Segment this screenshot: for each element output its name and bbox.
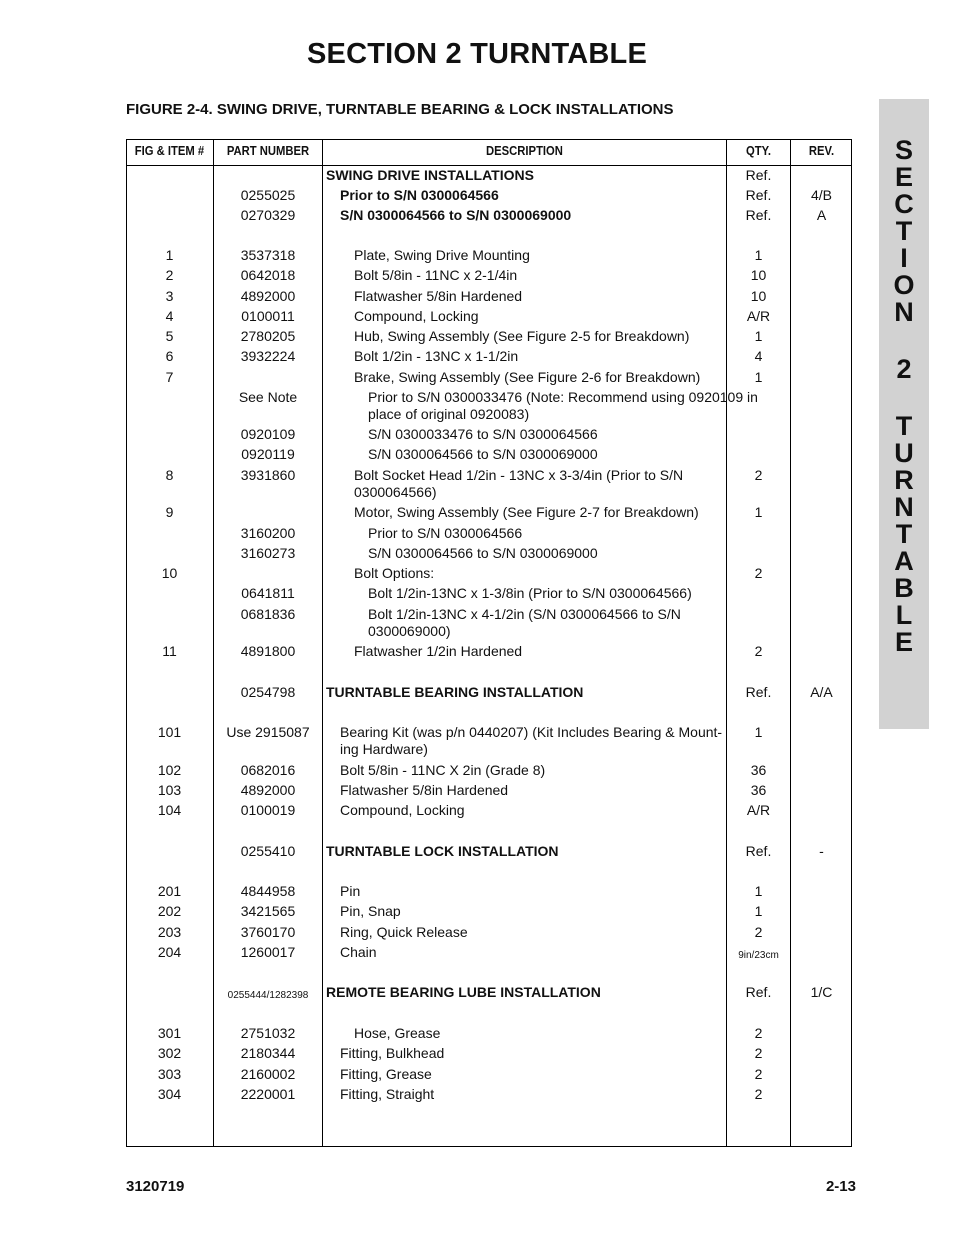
qty-cell: 36: [750, 762, 767, 778]
description-cell: Flatwasher 5/8in Hardened: [354, 288, 523, 304]
fig-item-cell: 8: [165, 467, 174, 483]
description-cell: Fitting, Bulkhead: [340, 1045, 445, 1061]
description-cell: Bolt Socket Head 1/2in - 13NC x 3-3/4in (Prior to S/N 0300064566): [354, 467, 684, 500]
rev-cell: A/A: [810, 684, 833, 700]
part-number-cell: 0920109: [240, 426, 296, 442]
qty-cell: 2: [754, 643, 763, 659]
header-rev: REV.: [808, 144, 835, 158]
fig-item-cell: 301: [157, 1025, 182, 1041]
part-number-cell: 0255444/1282398: [227, 990, 309, 1001]
qty-cell: Ref.: [745, 207, 772, 223]
fig-item-cell: 103: [157, 782, 182, 798]
qty-cell: 2: [754, 924, 763, 940]
qty-cell: 10: [750, 267, 767, 283]
description-cell: Bolt 1/2in - 13NC x 1-1/2in: [354, 348, 519, 364]
rev-cell: 4/B: [810, 187, 832, 203]
qty-cell: 1: [754, 883, 763, 899]
description-cell: REMOTE BEARING LUBE INSTALLATION: [326, 984, 601, 1000]
part-number-cell: 3537318: [240, 247, 296, 263]
qty-cell: 4: [754, 348, 763, 364]
description-cell: Compound, Locking: [340, 802, 465, 818]
figure-title: FIGURE 2-4. SWING DRIVE, TURNTABLE BEARING & LOCK INSTALLATIONS: [126, 101, 674, 118]
side-tab-letter: L: [895, 600, 913, 630]
description-cell: S/N 0300064566 to S/N 0300069000: [340, 207, 572, 223]
description-cell: Motor, Swing Assembly (See Figure 2-7 for Breakdown): [354, 504, 699, 520]
part-number-cell: 4844958: [240, 883, 296, 899]
description-cell: Flatwasher 1/2in Hardened: [354, 643, 523, 659]
part-number-cell: 0642018: [240, 267, 296, 283]
part-number-cell: 3932224: [240, 348, 296, 364]
rev-cell: A: [816, 207, 827, 223]
part-number-cell: 2780205: [240, 328, 296, 344]
parts-table: [126, 139, 852, 1147]
part-number-cell: 0270329: [240, 207, 296, 223]
qty-cell: 2: [754, 1066, 763, 1082]
fig-item-cell: 204: [157, 944, 182, 960]
qty-cell: 1: [754, 903, 763, 919]
fig-item-cell: 3: [165, 288, 174, 304]
fig-item-cell: 7: [165, 369, 174, 385]
description-cell: Bolt 5/8in - 11NC x 2-1/4in: [354, 267, 518, 283]
qty-cell: 36: [750, 782, 767, 798]
part-number-cell: 2180344: [240, 1045, 296, 1061]
header-qty: QTY.: [745, 144, 772, 158]
qty-cell: Ref.: [745, 167, 772, 183]
description-cell: Ring, Quick Release: [340, 924, 468, 940]
description-cell: Prior to S/N 0300064566: [340, 187, 499, 203]
part-number-cell: 0681836: [240, 606, 296, 622]
fig-item-cell: 6: [165, 348, 174, 364]
part-number-cell: 3421565: [240, 903, 296, 919]
description-cell: Bolt 1/2in-13NC x 4-1/2in (S/N 0300064566 to S/N 0300069000): [368, 606, 681, 639]
qty-cell: 9in/23cm: [738, 950, 779, 961]
part-number-cell: 2160002: [240, 1066, 296, 1082]
document-number: 3120719: [126, 1178, 185, 1195]
qty-cell: 2: [754, 1025, 763, 1041]
description-cell: Fitting, Grease: [340, 1066, 432, 1082]
qty-cell: 2: [754, 1045, 763, 1061]
fig-item-cell: 4: [165, 308, 174, 324]
rev-cell: 1/C: [810, 984, 833, 1000]
side-tab-letter: N: [894, 492, 914, 522]
fig-item-cell: 201: [157, 883, 182, 899]
part-number-cell: 2751032: [240, 1025, 296, 1041]
description-cell: Hose, Grease: [354, 1025, 441, 1041]
qty-cell: 2: [754, 467, 763, 483]
qty-cell: 1: [754, 247, 763, 263]
qty-cell: 1: [754, 724, 763, 740]
side-tab-letter: U: [894, 438, 914, 468]
description-cell: Chain: [340, 944, 377, 960]
side-tab-letter: 2: [896, 354, 912, 384]
description-cell: Pin, Snap: [340, 903, 401, 919]
side-tab-letter: B: [894, 573, 914, 603]
part-number-cell: 2220001: [240, 1086, 296, 1102]
fig-item-cell: 102: [157, 762, 182, 778]
fig-item-cell: 2: [165, 267, 174, 283]
side-tab-letter: E: [894, 162, 913, 192]
qty-cell: 1: [754, 369, 763, 385]
part-number-cell: 4892000: [240, 782, 296, 798]
fig-item-cell: 104: [157, 802, 182, 818]
part-number-cell: 0100011: [241, 308, 295, 324]
side-tab-letter: N: [894, 297, 914, 327]
part-number-cell: 4891800: [240, 643, 296, 659]
description-cell: S/N 0300033476 to S/N 0300064566: [368, 426, 598, 442]
description-cell: Fitting, Straight: [340, 1086, 435, 1102]
description-cell: Bolt 1/2in-13NC x 1-3/8in (Prior to S/N 0300064566): [368, 585, 692, 601]
part-number-cell: 0682016: [240, 762, 296, 778]
description-cell: Prior to S/N 0300033476 (Note: Recommend using 0920109 in place of original 0920083): [368, 389, 758, 422]
side-tab-letter: I: [900, 243, 908, 273]
side-tab-letter: A: [894, 546, 914, 576]
description-cell: Plate, Swing Drive Mounting: [354, 247, 530, 263]
part-number-cell: 0641811: [241, 585, 295, 601]
header-fig-item: FIG & ITEM #: [134, 144, 205, 158]
page-number: 2-13: [825, 1178, 856, 1195]
qty-cell: 2: [754, 1086, 763, 1102]
side-tab-letter: C: [894, 189, 914, 219]
description-cell: Bolt Options:: [354, 565, 435, 581]
description-cell: Bolt 5/8in - 11NC X 2in (Grade 8): [340, 762, 546, 778]
part-number-cell: 3160200: [240, 525, 296, 541]
fig-item-cell: 10: [161, 565, 178, 581]
description-cell: Compound, Locking: [354, 308, 479, 324]
part-number-cell: 0254798: [240, 684, 296, 700]
side-tab-letter: T: [895, 519, 913, 549]
qty-cell: Ref.: [745, 684, 772, 700]
fig-item-cell: 303: [157, 1066, 182, 1082]
section-side-tab: [879, 99, 929, 729]
qty-cell: 1: [754, 328, 763, 344]
side-tab-letter: T: [895, 216, 913, 246]
part-number-cell: 3931860: [240, 467, 296, 483]
description-cell: Bearing Kit (was p/n 0440207) (Kit Includes Bearing & Mount-ing Hardware): [340, 724, 723, 757]
part-number-cell: 3160273: [240, 545, 296, 561]
fig-item-cell: 11: [162, 643, 177, 659]
side-tab-letter: E: [894, 627, 913, 657]
description-cell: TURNTABLE BEARING INSTALLATION: [326, 684, 584, 700]
description-cell: S/N 0300064566 to S/N 0300069000: [368, 446, 598, 462]
qty-cell: Ref.: [745, 843, 772, 859]
header-divider: [126, 165, 852, 166]
fig-item-cell: 101: [157, 724, 182, 740]
fig-item-cell: 302: [157, 1045, 182, 1061]
description-cell: TURNTABLE LOCK INSTALLATION: [326, 843, 559, 859]
description-cell: Flatwasher 5/8in Hardened: [340, 782, 509, 798]
fig-item-cell: 202: [157, 903, 182, 919]
side-tab-letter: S: [894, 135, 913, 165]
part-number-cell: 0100019: [240, 802, 296, 818]
fig-item-cell: 203: [157, 924, 182, 940]
fig-item-cell: 9: [165, 504, 174, 520]
fig-item-cell: 304: [157, 1086, 182, 1102]
description-cell: Prior to S/N 0300064566: [368, 525, 523, 541]
qty-cell: 10: [750, 288, 767, 304]
description-cell: Pin: [340, 883, 361, 899]
column-divider: [322, 139, 323, 1147]
side-tab-letter: T: [895, 411, 913, 441]
rev-cell: -: [819, 843, 824, 859]
part-number-cell: 3760170: [240, 924, 296, 940]
part-number-cell: 0255025: [240, 187, 296, 203]
qty-cell: Ref.: [745, 984, 772, 1000]
part-number-cell: 0255410: [240, 843, 296, 859]
qty-cell: 1: [754, 504, 763, 520]
fig-item-cell: 5: [165, 328, 174, 344]
description-cell: Hub, Swing Assembly (See Figure 2-5 for Breakdown): [354, 328, 690, 344]
part-number-cell: Use 2915087: [226, 724, 310, 740]
section-title: SECTION 2 TURNTABLE: [307, 38, 647, 70]
part-number-cell: 1260017: [240, 944, 296, 960]
description-cell: S/N 0300064566 to S/N 0300069000: [368, 545, 598, 561]
fig-item-cell: 1: [165, 247, 174, 263]
header-part-number: PART NUMBER: [226, 144, 310, 158]
qty-cell: 2: [754, 565, 763, 581]
qty-cell: A/R: [746, 308, 771, 324]
header-description: DESCRIPTION: [486, 144, 563, 158]
side-tab-letter: R: [894, 465, 914, 495]
qty-cell: A/R: [746, 802, 771, 818]
part-number-cell: 0920119: [241, 446, 295, 462]
part-number-cell: See Note: [238, 389, 298, 405]
part-number-cell: 4892000: [240, 288, 296, 304]
side-tab-letter: O: [893, 270, 915, 300]
qty-cell: Ref.: [745, 187, 772, 203]
description-cell: Brake, Swing Assembly (See Figure 2-6 for Breakdown): [354, 369, 701, 385]
description-cell: SWING DRIVE INSTALLATIONS: [326, 167, 534, 183]
